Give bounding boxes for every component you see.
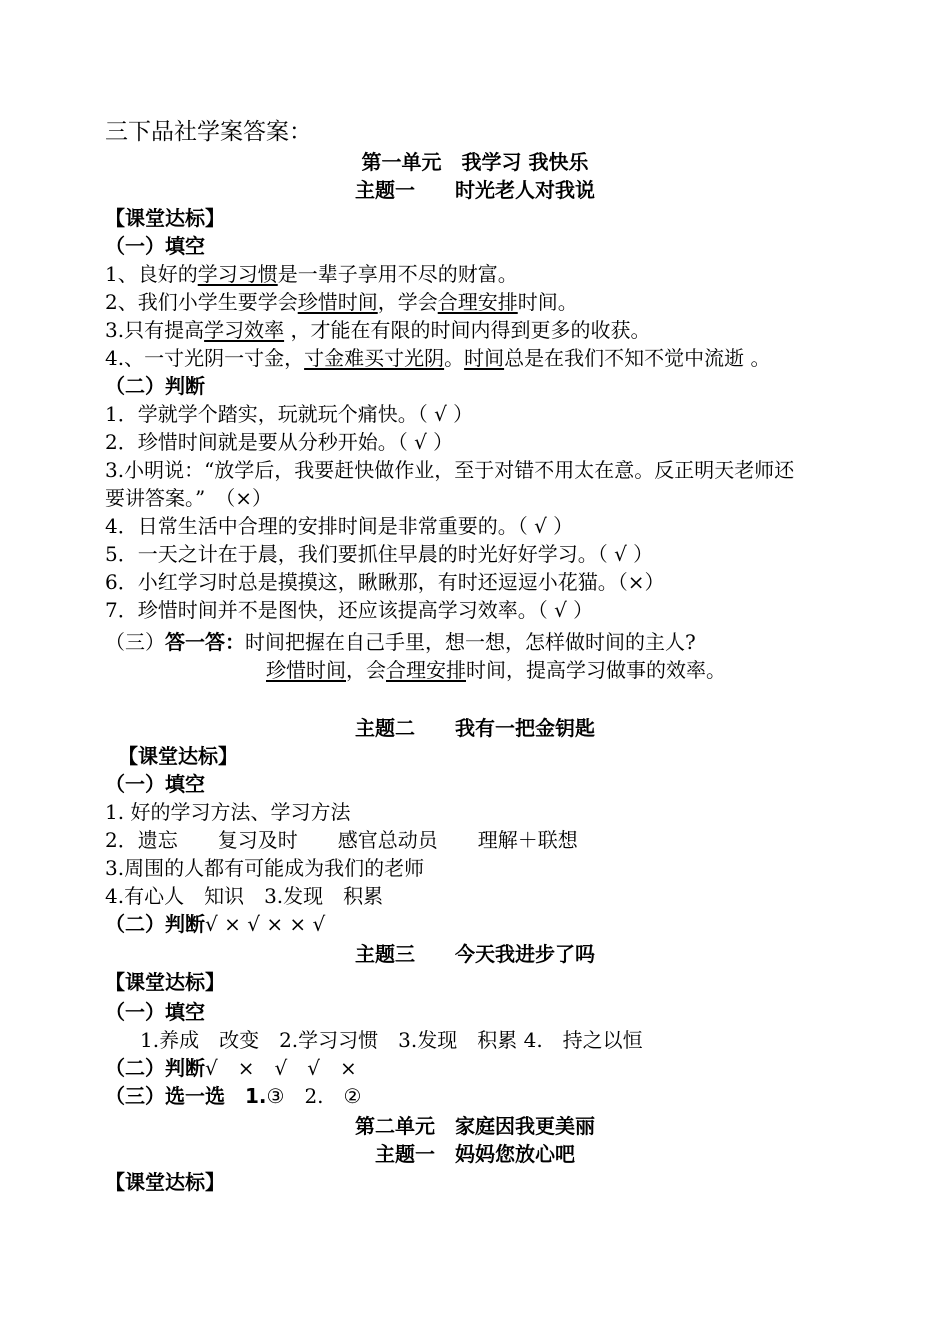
answer-label-prefix: （三）: [105, 630, 165, 654]
judge-heading: （二）判断: [105, 374, 205, 398]
answer-question: [105, 628, 950, 656]
fill-question-1: [105, 260, 950, 288]
q1-text: 1、良好的: [105, 262, 198, 286]
section-classroom-goal: 【课堂达标】: [105, 206, 225, 230]
judge-item-3: 3.小明说：“放学后，我要赶快做作业，至于对错不用太在意。反正明天老师还: [105, 458, 795, 482]
answer-question-text: 时间把握在自己手里，想一想，怎样做时间的主人?: [245, 630, 696, 654]
unit-two-theme-one-title: 主题一 妈妈您放心吧: [375, 1142, 575, 1166]
theme-three-judge: [105, 1054, 950, 1082]
fill-question-3: [105, 316, 950, 344]
q4-text-end: 总是在我们不知不觉中流逝 。: [504, 346, 771, 370]
q4-answer-2: 时间: [464, 346, 505, 370]
theme-two-fill-1: 1. 好的学习方法、学习方法: [105, 800, 351, 824]
answer-underline-1: 珍惜时间: [266, 658, 346, 682]
q1-text-end: 是一辈子享用不尽的财富。: [277, 262, 518, 286]
theme-three-title: 主题三 今天我进步了吗: [355, 942, 595, 966]
judge-item-1: 1．学就学个踏实，玩就玩个痛快。（ √ ）: [105, 402, 474, 426]
theme-three-fill-answers: 1.养成 改变 2.学习习惯 3.发现 积累 4. 持之以恒: [140, 1028, 643, 1052]
theme-three-choose-answers: ③ 2. ②: [266, 1084, 362, 1108]
theme-two-fill-3: 3.周围的人都有可能成为我们的老师: [105, 856, 425, 880]
fill-question-4: [105, 344, 950, 372]
theme-one-title: 主题一 时光老人对我说: [355, 178, 595, 202]
theme-two-title: 主题二 我有一把金钥匙: [355, 716, 595, 740]
q2-text-end: 时间。: [517, 290, 578, 314]
theme-two-judge-label: （二）判断: [105, 912, 205, 936]
q3-text: 3.只有提高: [105, 318, 205, 342]
unit-two-title: 第二单元 家庭因我更美丽: [355, 1114, 595, 1138]
unit-one-title: 第一单元 我学习 我快乐: [361, 150, 589, 174]
judge-item-7: 7．珍惜时间并不是图快，还应该提高学习效率。（ √ ）: [105, 598, 594, 622]
q2-answer-1: 珍惜时间: [297, 290, 378, 314]
answer-text-end: 时间，提高学习做事的效率。: [466, 658, 726, 682]
theme-two-fill-4: 4.有心人 知识 3.发现 积累: [105, 884, 384, 908]
theme-two-fill-heading: （一）填空: [105, 772, 205, 796]
theme-three-section: 【课堂达标】: [105, 970, 225, 994]
q2-text: 2、我们小学生要学会: [105, 290, 298, 314]
theme-three-fill-heading: （一）填空: [105, 1000, 205, 1024]
theme-two-section: 【课堂达标】: [118, 744, 238, 768]
judge-item-3-cont: 要讲答案。” （×）: [105, 486, 272, 510]
theme-three-judge-label: （二）判断: [105, 1056, 205, 1080]
theme-two-judge: [105, 910, 950, 938]
theme-two-judge-answers: √ × √ × × √: [205, 912, 326, 936]
fill-blank-heading: （一）填空: [105, 234, 205, 258]
answer-response: [266, 656, 950, 684]
judge-item-6: 6．小红学习时总是摸摸这，瞅瞅那，有时还逗逗小花猫。（×）: [105, 570, 665, 594]
theme-three-choose-label: （三）选一选 1.: [105, 1084, 267, 1108]
judge-item-4: 4．日常生活中合理的安排时间是非常重要的。（ √ ）: [105, 514, 574, 538]
q3-text-end: ，才能在有限的时间内得到更多的收获。: [284, 318, 651, 342]
q1-answer: 学习习惯: [197, 262, 278, 286]
theme-three-judge-answers: √ × √ √ ×: [205, 1056, 357, 1080]
answer-underline-2: 合理安排: [386, 658, 466, 682]
q3-answer: 学习效率: [204, 318, 285, 342]
q2-answer-2: 合理安排: [437, 290, 518, 314]
theme-two-fill-2: 2．遗忘 复习及时 感官总动员 理解＋联想: [105, 828, 578, 852]
q2-text-mid: ，学会: [377, 290, 438, 314]
q4-answer-1: 寸金难买寸光阴: [304, 346, 445, 370]
answer-label: 答一答：: [165, 630, 245, 654]
theme-three-choose: [105, 1082, 950, 1110]
judge-item-5: 5．一天之计在于晨，我们要抓住早晨的时光好好学习。（ √ ）: [105, 542, 654, 566]
judge-item-2: 2．珍惜时间就是要从分秒开始。（ √ ）: [105, 430, 454, 454]
fill-question-2: [105, 288, 950, 316]
unit-two-section: 【课堂达标】: [105, 1170, 225, 1194]
document-title: 三下品社学案答案：: [105, 119, 312, 145]
answer-text-mid: ，会: [346, 658, 386, 682]
q4-text-mid: 。: [444, 346, 465, 370]
q4-text: 4.、一寸光阴一寸金，: [105, 346, 305, 370]
